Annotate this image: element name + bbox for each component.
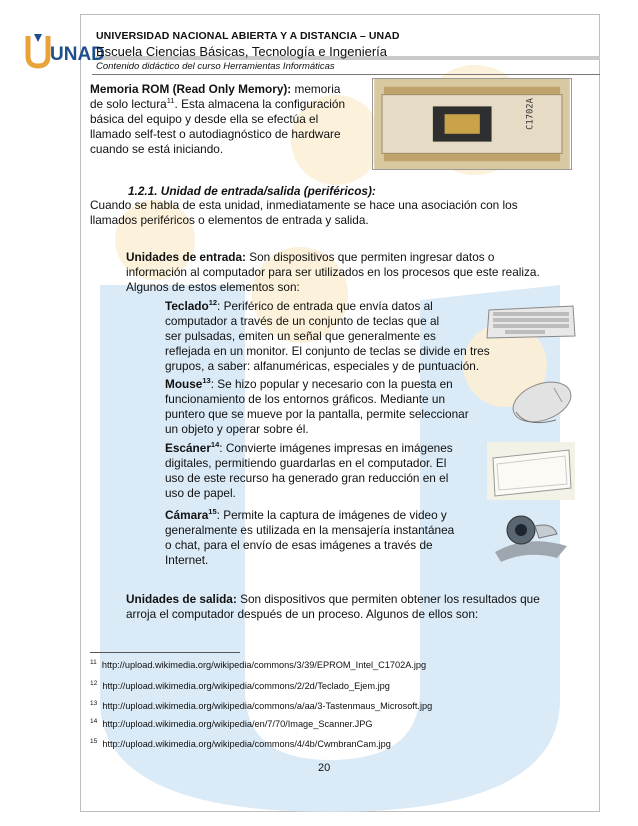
- page-number: 20: [318, 762, 331, 774]
- footnote: $^{13}$ http://upload.wikimedia.org/wikipedia/commons/a/aa/3-Tastenmaus_Microsoft.jpg: [90, 699, 433, 711]
- rom-term: Memoria ROM (Read Only Memory):: [90, 82, 292, 96]
- header-rule: [92, 74, 600, 75]
- footnote: $^{12}$ http://upload.wikimedia.org/wikipedia/commons/2/2d/Teclado_Ejem.jpg: [90, 679, 390, 691]
- webcam-image: [487, 504, 575, 564]
- section-body: Cuando se habla de esta unidad, inmediatamente se hace una asociación con los llamados periféricos o elementos de entrada y salida.: [90, 198, 518, 227]
- keyboard-item-cont: reflejada en un monitor. El conjunto de teclas se divide en tres grupos, a saber: alfanuméricas, especiales y de puntuación.: [165, 344, 490, 373]
- mouse-image: [496, 372, 576, 434]
- unad-logo: [24, 30, 105, 68]
- output-units-term: Unidades de salida:: [126, 592, 237, 606]
- input-units-term: Unidades de entrada:: [126, 250, 246, 264]
- svg-text:C1702A: C1702A: [525, 98, 536, 130]
- footnote: $^{11}$ http://upload.wikimedia.org/wikipedia/commons/3/39/EPROM_Intel_C1702A.jpg: [90, 658, 427, 670]
- camera-item: Cámara$^{15}$: Permite la captura de imágenes de video y generalmente es utilizada en la mensajería instantánea o chat, para el envío de esas imágenes a través de Internet.: [165, 507, 455, 567]
- footnote: $^{15}$ http://upload.wikimedia.org/wikipedia/commons/4/4b/CwmbranCam.jpg: [90, 737, 391, 749]
- footnote: $^{14}$ http://upload.wikimedia.org/wikipedia/en/7/70/Image_Scanner.JPG: [90, 717, 373, 729]
- header-course: Contenido didáctico del curso Herramientas Informáticas: [96, 61, 335, 72]
- svg-text:UNAD: UNAD: [50, 44, 105, 65]
- eprom-chip-image: [372, 78, 572, 170]
- footnote-separator: [90, 652, 240, 653]
- header-institution: UNIVERSIDAD NACIONAL ABIERTA Y A DISTANCIA – UNAD: [96, 30, 400, 42]
- scanner-image: [487, 442, 575, 500]
- footnote-ref: 11: [166, 96, 175, 106]
- keyboard-item: Teclado$^{12}$: Periférico de entrada que envía datos al computador a través de un conjunto de teclas que al ser pulsadas, emiten un señal que generalmente es: [165, 298, 440, 343]
- section-title: Unidad de entrada/salida (periféricos):: [160, 184, 376, 198]
- output-units-paragraph: Unidades de salida: Son dispositivos que permiten obtener los resultados que arroja el computador después de un proceso. Algunos de ellos son:: [126, 592, 540, 621]
- mouse-item: Mouse$^{13}$: Se hizo popular y necesario con la puesta en funcionamiento de los entornos gráficos. Mediante un puntero que se mueve por la pantalla, permite seleccionar un objeto y operar sobre él.: [165, 376, 469, 436]
- header-school: Escuela Ciencias Básicas, Tecnología e Ingeniería: [96, 44, 387, 59]
- keyboard-image: [485, 302, 577, 342]
- rom-paragraph: Memoria ROM (Read Only Memory): memoria de solo lectura$^{11}$. Esta almacena la configuración básica del equipo y desde ella se efectúa el llamado self-test o autodiagnóstico de hardware cuando se está iniciando.: [90, 82, 346, 156]
- input-units-paragraph: Unidades de entrada: Son dispositivos que permiten ingresar datos o información al computador para ser utilizados en los procesos que este realiza. Algunos de estos elementos son:: [126, 250, 540, 294]
- scanner-item: Escáner$^{14}$: Convierte imágenes impresas en imágenes digitales, permitiendo guardarlas en el computador. El uso de este recurso ha generado gran reducción en el uso de papel.: [165, 440, 453, 500]
- section-heading: [128, 184, 568, 199]
- section-number: 1.2.1.: [128, 184, 158, 198]
